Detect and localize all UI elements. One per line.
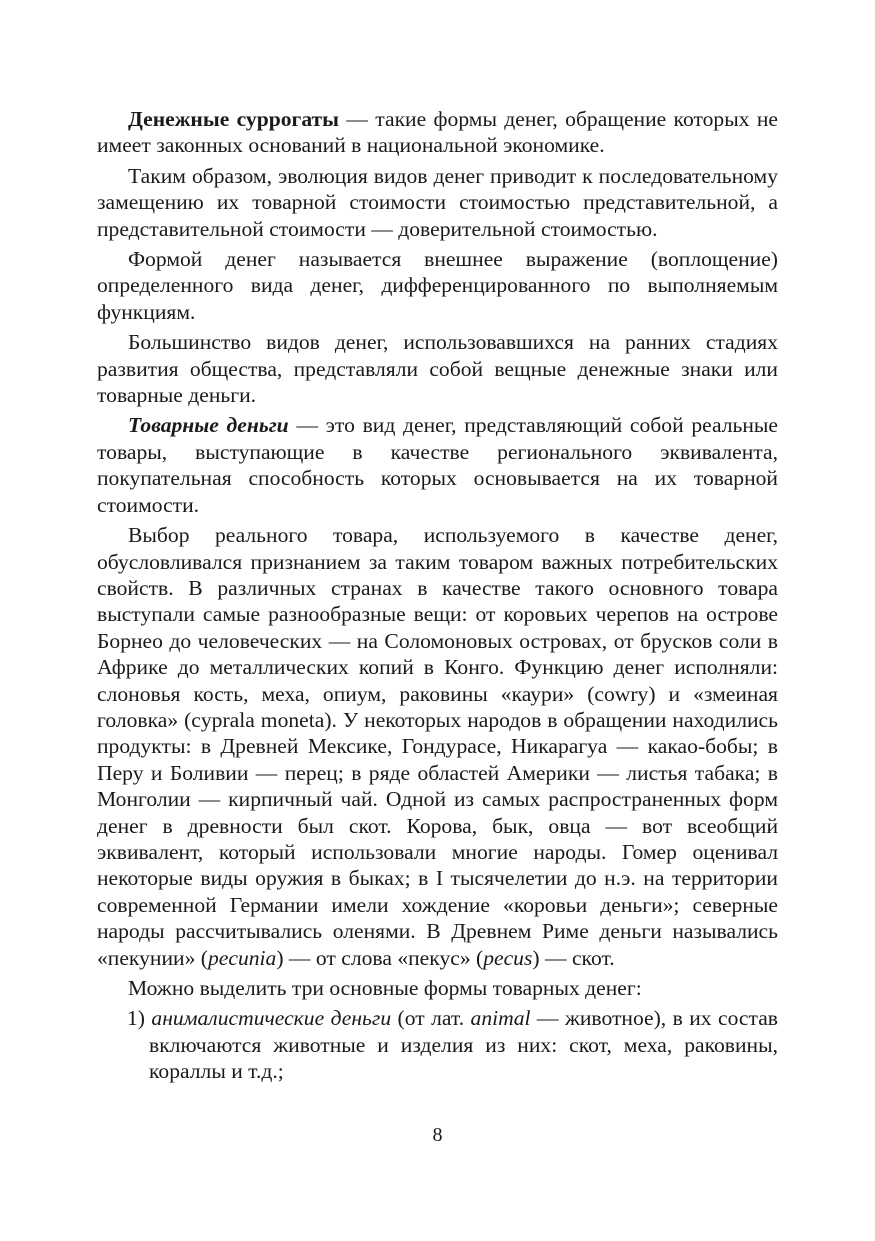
term-animalistic-money: анималистические деньги xyxy=(151,1006,392,1031)
paragraph-text: ) — скот. xyxy=(532,945,615,970)
paragraph-text: Можно выделить три основные формы товарных денег: xyxy=(128,976,642,1000)
latin-word-pecunia: pecunia xyxy=(207,945,277,970)
list-text: (от лат. xyxy=(391,1006,471,1031)
page-number: 8 xyxy=(432,1124,443,1146)
forms-list xyxy=(97,1005,778,1084)
paragraph-text: Большинство видов денег, использовавшихся на ранних стадиях развития общества, представляли собой вещные денежные знаки или товарные деньги. xyxy=(97,330,778,408)
paragraph-text: — такие формы денег, обращение которых не имеет законных оснований в национальной экономике. xyxy=(97,107,778,158)
list-item xyxy=(97,1005,778,1084)
paragraph-early-money xyxy=(97,329,778,408)
paragraph-money-form xyxy=(97,246,778,325)
term-commodity-money: Товарные деньги xyxy=(128,413,289,438)
paragraph-commodity-money xyxy=(97,412,778,518)
list-text: — животное), в их состав включаются животные и изделия из них: скот, меха, раковины, кораллы и т.д.; xyxy=(149,1006,778,1084)
paragraph-text: — это вид денег, представляющий собой реальные товары, выступающие в качестве регионального эквивалента, покупательная способность которых основывается на их товарной стоимости. xyxy=(97,413,779,517)
paragraph-text: Формой денег называется внешнее выражение (воплощение) определенного вида денег, дифференцированного по выполняемым функциям. xyxy=(97,247,778,324)
paragraph-choice-of-goods xyxy=(97,522,778,971)
paragraph-text: Таким образом, эволюция видов денег приводит к последовательному замещению их товарной стоимости стоимостью представительной, а представительной стоимости — доверительной стоимостью. xyxy=(97,163,778,241)
paragraph-text: ) — от слова «пекус» ( xyxy=(276,945,484,970)
paragraph-text: Выбор реального товара, используемого в качестве денег, обусловливался признанием за таким товаром важных потребительских свойств. В различных странах в качестве такого основного товара выступали самые разнообразные вещи: от коровьих черепов на острове Борнео до человеческих — на Соломоновых островах, от брусков соли в Африке до металлических копий в Конго. Функцию денег исполняли: слоновья кость, меха, опиум, раковины «каури» (cowry) и «змеиная головка» (cyprala moneta). У некоторых народов в обращении находились продукты: в Древней Мексике, Гондурасе, Никарагуа — какао-бобы; в Перу и Боливии — перец; в ряде областей Америки — листья табака; в Монголии — кирпичный чай. Одной из самых распространенных форм денег в древности был скот. Корова, бык, овца — вот всеобщий эквивалент, который использовали многие народы. Гомер оценивал некоторые виды оружия в быках; в I тысячелетии до н.э. на территории современной Германии имели хождение «коровьи деньги»; северные народы рассчитывались оленями. В Древнем Риме деньги назывались «пекунии» ( xyxy=(97,523,778,970)
latin-word-animal: animal xyxy=(470,1006,531,1031)
list-marker: 1) xyxy=(127,1006,145,1031)
term-money-surrogates: Денежные суррогаты xyxy=(128,107,340,131)
paragraph-three-forms xyxy=(97,975,778,1001)
document-page xyxy=(97,106,778,1085)
latin-word-pecus: pecus xyxy=(483,945,533,970)
paragraph-money-surrogates xyxy=(97,106,778,159)
paragraph-evolution xyxy=(97,163,778,242)
